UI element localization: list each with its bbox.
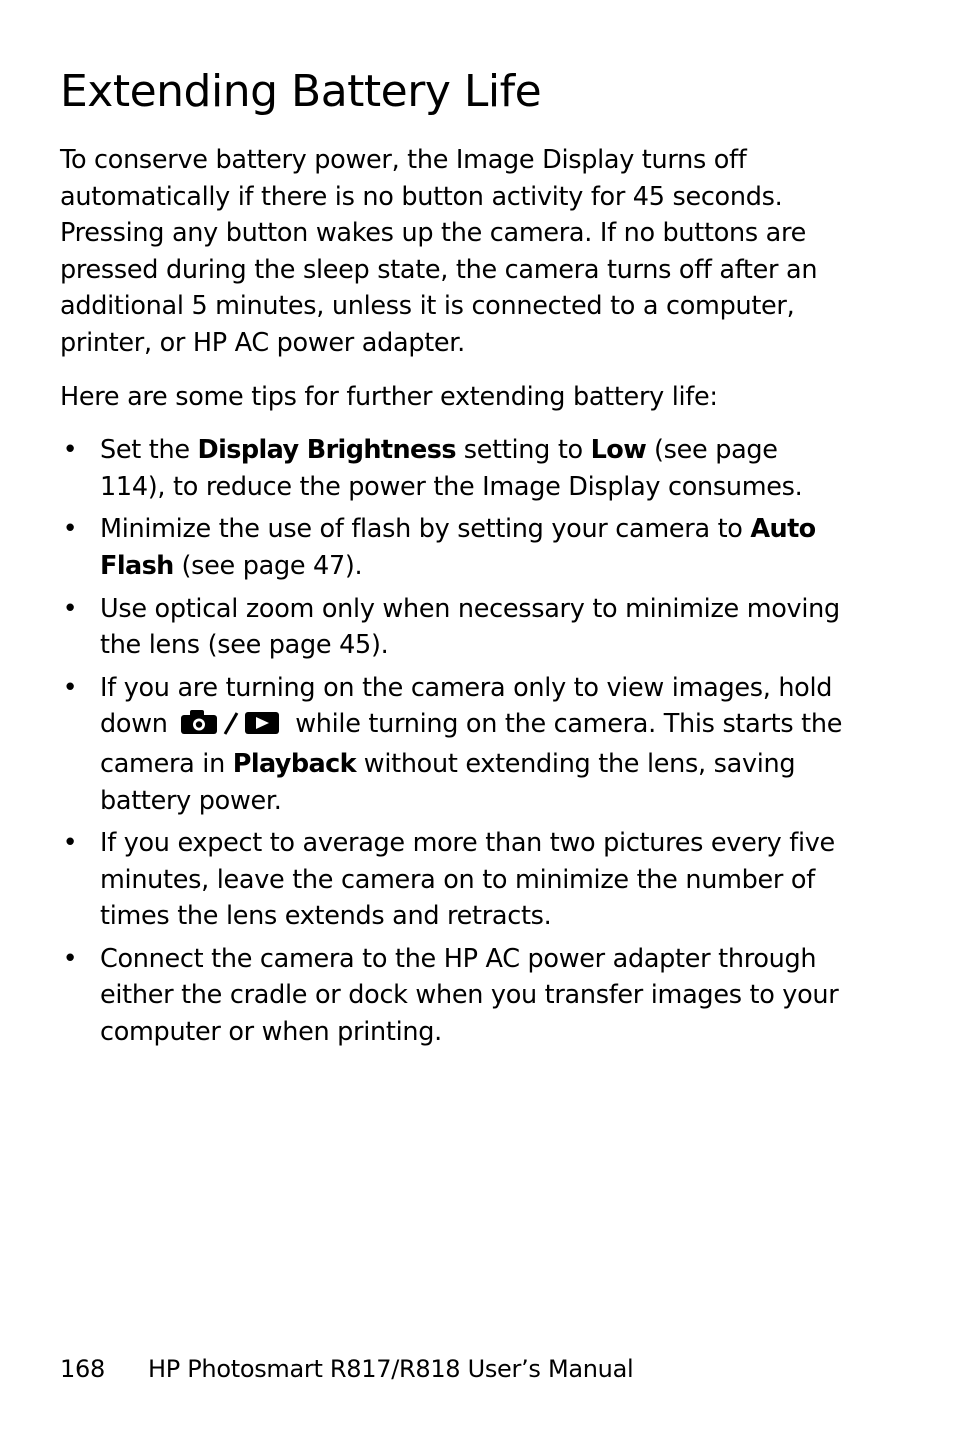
list-item (60, 825, 850, 935)
page-footer (60, 1352, 633, 1386)
intro-paragraph: To conserve battery power, the Image Display turns off automatically if there is no button activity for 45 seconds. Pressing any button wakes up the camera. If no buttons are pressed during the sleep state, the camera turns off after an additional 5 minutes, unless it is connected to a computer, printer, or HP AC power adapter. (60, 145, 818, 358)
bullet: • (62, 943, 78, 974)
tip-bold-text: Low (590, 435, 647, 466)
tip-bold-text: Auto Flash (100, 514, 816, 581)
tips-lead-paragraph: Here are some tips for further extending battery life: (60, 381, 718, 412)
tip-text: If you expect to average more than two pictures every five minutes, leave the camera on to minimize the number of times the lens extends and retracts. (100, 828, 835, 932)
bullet: • (62, 435, 78, 466)
slash-separator (225, 713, 237, 734)
page-content (60, 142, 850, 1057)
manual-title: HP Photosmart R817/R818 User’s Manual (148, 1355, 634, 1383)
list-item (60, 511, 850, 584)
tip-text: If you are turning on the camera only to view images, hold down (100, 672, 833, 740)
tip-text: while turning on the camera. This starts the camera in (100, 709, 843, 779)
tip-text: Connect the camera to the HP AC power adapter through either the cradle or dock when you transfer images to your computer or when printing. (100, 943, 839, 1048)
bullet: • (62, 514, 78, 545)
tip-text: Minimize the use of flash by setting your camera to (100, 514, 751, 545)
tips-list (60, 432, 850, 1051)
playback-icon (245, 712, 279, 734)
list-item (60, 591, 850, 664)
list-item (60, 432, 850, 505)
list-item (60, 670, 850, 819)
bullet: • (62, 828, 78, 859)
tip-text: (see page 47). (173, 550, 363, 581)
tip-bold-text: Display Brightness (197, 435, 456, 466)
tip-text: setting to (455, 435, 591, 466)
tip-text: without extending the lens, saving battery power. (100, 748, 796, 816)
bullet: • (62, 672, 78, 703)
camera-icon (181, 710, 217, 734)
camera-playback-glyphs (179, 709, 283, 735)
tip-text: Set the (100, 435, 198, 466)
tip-text: (see page 114), to reduce the power the Image Display consumes. (100, 435, 803, 502)
tip-bold-text: Playback (232, 748, 356, 779)
tip-text: Use optical zoom only when necessary to minimize moving the lens (see page 45). (100, 593, 840, 661)
list-item (60, 941, 850, 1051)
camera-playback-button-icons (179, 709, 283, 746)
page-title: Extending Battery Life (60, 66, 542, 117)
bullet: • (62, 593, 78, 624)
page-number: 168 (60, 1355, 105, 1383)
